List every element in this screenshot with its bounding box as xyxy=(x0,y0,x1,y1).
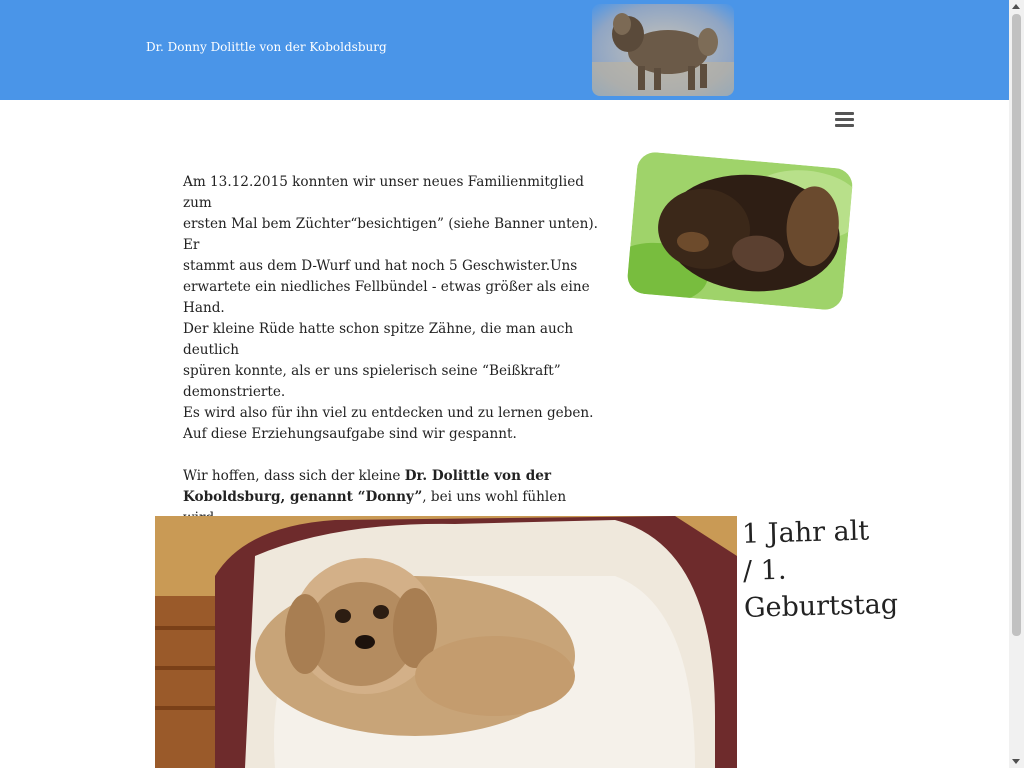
dog-full-name: Dr. Dolittle von der Koboldsburg, genannt “Donny” xyxy=(183,468,552,505)
intro-p2-prefix: Wir hoffen, dass sich der kleine xyxy=(183,468,405,484)
scroll-up-arrow-icon[interactable] xyxy=(1012,4,1020,9)
intro-p1-line: ersten Mal bem Züchter“besichtigen” (siehe Banner unten). Er xyxy=(183,216,598,253)
intro-p1-line: Der kleine Rüde hatte schon spitze Zähne, die man auch deutlich xyxy=(183,321,574,358)
intro-p1-line: stammt aus dem D-Wurf und hat noch 5 Geschwister.Uns xyxy=(183,258,578,274)
intro-p1-line: spüren konnte, als er uns spielerisch seine “Beißkraft” xyxy=(183,363,561,379)
intro-p1-line: Auf diese Erziehungsaufgabe sind wir gespannt. xyxy=(183,426,517,442)
intro-p1-line: erwartete ein niedliches Fellbündel - etwas größer als eine Hand. xyxy=(183,279,590,316)
birthday-line-1: 1 Jahr alt xyxy=(741,515,870,550)
scroll-thumb[interactable] xyxy=(1012,14,1021,636)
intro-p1-line: Es wird also für ihn viel zu entdecken und zu lernen geben. xyxy=(183,405,594,421)
scroll-down-arrow-icon[interactable] xyxy=(1012,759,1020,764)
site-header xyxy=(0,0,1009,100)
dog-bed-photo xyxy=(155,516,737,768)
site-title[interactable]: Dr. Donny Dolittle von der Koboldsburg xyxy=(146,40,387,54)
vertical-scrollbar[interactable] xyxy=(1009,0,1024,768)
birthday-line-2: / 1. xyxy=(742,554,787,587)
puppy-photo xyxy=(626,151,854,311)
birthday-heading xyxy=(741,512,899,627)
header-dog-photo xyxy=(592,4,734,96)
birthday-line-3: Geburtstag xyxy=(743,588,899,624)
intro-paragraph-1 xyxy=(183,172,603,445)
intro-p1-line: demonstrierte. xyxy=(183,384,286,400)
intro-p2-suffix: , bei uns wohl fühlen xyxy=(422,489,567,505)
intro-p1-line: Am 13.12.2015 konnten wir unser neues Familienmitglied zum xyxy=(183,174,584,211)
hamburger-menu-icon[interactable] xyxy=(835,112,854,128)
